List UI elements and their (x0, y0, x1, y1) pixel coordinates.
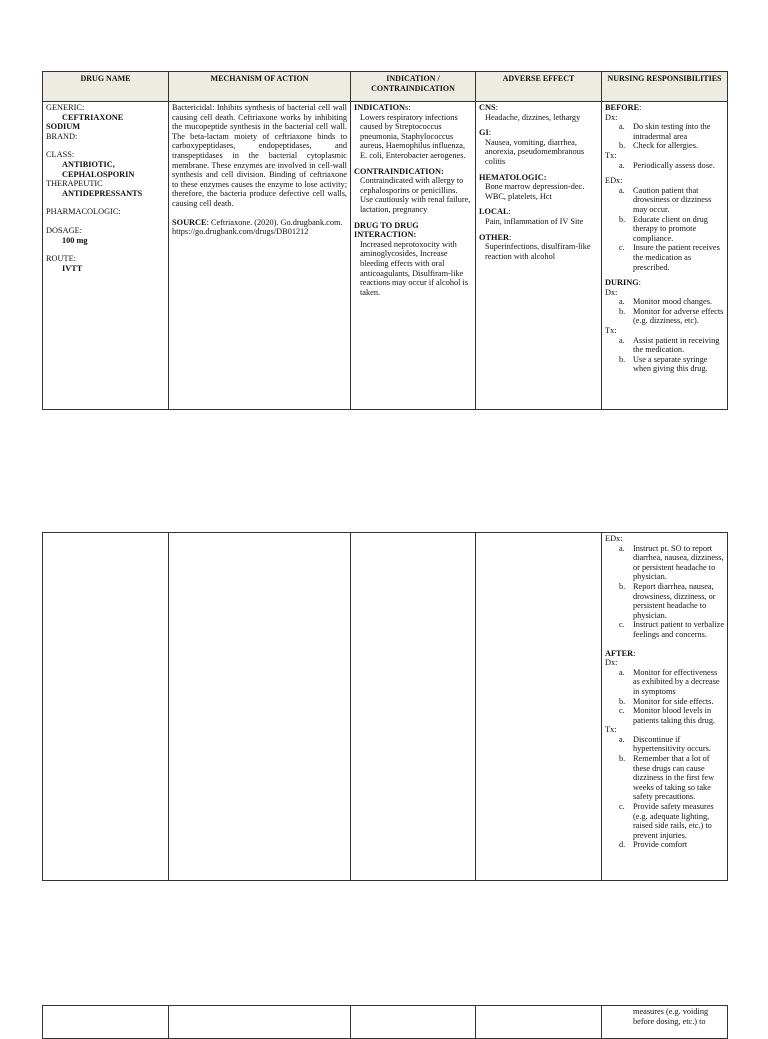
interaction-label-2: INTERACTION: (354, 230, 417, 240)
drug-row (43, 102, 728, 410)
hematologic-label: HEMATOLOGIC: (479, 172, 547, 182)
after-tx-list (605, 735, 724, 850)
cns-text: Headache, dizzines, lethargy (485, 112, 581, 122)
class-value: ANTIBIOTIC, (62, 159, 115, 169)
before-dx-list (605, 122, 724, 151)
header-nursing: NURSING RESPONSIBILITIES (602, 72, 728, 102)
list-item: b. Monitor for adverse effects (e.g. dizziness, etc). (619, 306, 724, 326)
drug-study-table-page-3 (42, 1005, 728, 1039)
local-text: Pain, inflammation of IV Site (485, 216, 584, 226)
nursing-cell-continued (602, 533, 728, 881)
indication-suffix: s: (405, 103, 411, 112)
empty-cell (169, 1006, 351, 1039)
other-heading: OTHER: (479, 232, 512, 242)
list-item: b. Check for allergies. (619, 141, 699, 151)
pharmacologic-label: PHARMACOLOGIC: (46, 207, 121, 217)
list-item: c. Provide safety measures (e.g. adequate lighting, raised side rails, etc.) to prevent injuries. (619, 802, 714, 840)
other-label: OTHER (479, 232, 509, 242)
dosage-label: DOSAGE: (46, 225, 82, 235)
continuation-row (43, 1006, 728, 1039)
list-item: a. Assist patient in receiving the medication. (619, 335, 720, 355)
indication-cell (351, 102, 476, 410)
generic-label: GENERIC: (46, 103, 85, 112)
source-label: SOURCE (172, 217, 207, 227)
nursing-cell-continued (602, 1006, 728, 1039)
list-item: a. Monitor for effectiveness as exhibited by a decrease in symptoms (619, 667, 720, 696)
empty-cell (43, 533, 169, 881)
list-item: c. Instruct patient to verbalize feelings and concerns. (619, 620, 724, 639)
list-item: b. Educate client on drug therapy to promote compliance. (619, 214, 708, 243)
gi-text: Nausea, vomiting, diarrhea, anorexia, pseudomembranous colitis (485, 137, 585, 166)
drug-study-table-page-2 (42, 532, 728, 881)
during-label: DURING (605, 278, 639, 288)
mechanism-cell (169, 102, 351, 410)
empty-cell (476, 533, 602, 881)
before-edx-label: EDx: (605, 176, 623, 186)
continued-text-2: before dosing, etc.) to (633, 1016, 706, 1026)
contraindication-text: Contraindicated with allergy to cephalosporins or penicillins. Use cautiously with renal failure, lactation, pregnancy (360, 176, 471, 214)
list-item: b. Remember that a lot of these drugs can cause dizziness in the first few weeks of taking so take safety precautions. (619, 754, 715, 802)
during-tx-label: Tx: (605, 326, 617, 336)
after-heading: AFTER: (605, 648, 636, 658)
therapeutic-value: ANTIDEPRESSANTS (62, 188, 143, 198)
after-label: AFTER (605, 648, 634, 658)
after-tx-label: Tx: (605, 725, 617, 735)
during-heading: DURING: (605, 278, 641, 288)
local-heading: LOCAL: (479, 207, 511, 217)
class-label: CLASS: (46, 150, 75, 160)
source-text: : Ceftriaxone. (2020). Go.drugbank.com. https://go.drugbank.com/drugs/DB01212 (172, 217, 343, 237)
list-item: b. Monitor for side effects. (619, 696, 714, 706)
empty-cell (351, 533, 476, 881)
route-value: IVTT (62, 263, 83, 273)
list-item: b. Use a separate syringe when giving this drug. (619, 354, 708, 374)
empty-cell (351, 1006, 476, 1039)
edx-label: EDx: (605, 534, 623, 543)
brand-label: BRAND: (46, 131, 78, 141)
drug-name-cell (43, 102, 169, 410)
interaction-text: Increased neprotoxocity with aminoglycosides, Increase bleeding effects with oral anticoagulants, Disulfiram-like reactions may occur if alcohol is taken. (360, 239, 469, 297)
header-mechanism: MECHANISM OF ACTION (169, 72, 351, 102)
gi-heading: GI: (479, 128, 491, 138)
list-item: a. Instruct pt. SO to report diarrhea, nausea, dizziness, or persistent headache to physician. (619, 543, 724, 582)
generic-value-2: SODIUM (46, 122, 81, 132)
header-row (43, 72, 728, 102)
continued-text: measures (e.g. voiding (633, 1007, 709, 1016)
cns-heading: CNS: (479, 103, 498, 112)
cns-label: CNS (479, 103, 496, 112)
during-dx-list (605, 297, 724, 326)
list-item: a. Do skin testing into the intradermal area (619, 122, 711, 141)
header-adverse-effect: ADVERSE EFFECT (476, 72, 602, 102)
interaction-label: DRUG TO DRUG (354, 220, 419, 230)
local-label: LOCAL (479, 207, 509, 217)
therapeutic-label: THERAPEUTIC (46, 179, 103, 189)
after-dx-label: Dx: (605, 658, 618, 668)
before-label: BEFORE (605, 103, 640, 112)
indication-label: INDICATION (354, 103, 406, 112)
list-item: a. Periodically assess dose. (619, 160, 715, 170)
during-tx-list (605, 336, 724, 374)
nursing-cell (602, 102, 728, 410)
gi-label: GI (479, 128, 489, 138)
before-edx-list (605, 186, 724, 272)
edx-list (605, 544, 724, 640)
before-tx-label: Tx: (605, 150, 617, 160)
list-item: b. Report diarrhea, nausea, drowsiness, dizziness, or persistent headache to physician. (619, 581, 716, 620)
header-drug-name: DRUG NAME (43, 72, 169, 102)
continuation-row (43, 533, 728, 881)
indication-text: Lowers respiratory infections caused by Streptococcus pneumonia, Staphylococcus aureus, Haemophilus influenza, E. coli, Enterobacter aerogenes. (360, 112, 466, 160)
list-item: a. Caution patient that drowsiness or dizziness may occur. (619, 185, 712, 214)
before-dx-label: Dx: (605, 112, 618, 122)
other-text: Superinfections, disulfiram-like reaction with alcohol (485, 242, 591, 261)
empty-cell (476, 1006, 602, 1039)
drug-study-table-page-1 (42, 71, 728, 410)
adverse-effect-cell (476, 102, 602, 410)
hematologic-text: Bone marrow depression-dec. WBC, platelets, Hct (485, 182, 585, 201)
list-item: c. Monitor blood levels in patients taking this drug. (619, 706, 716, 725)
empty-cell (169, 533, 351, 881)
indication-heading (354, 103, 472, 113)
list-item: d. Provide comfort (619, 840, 688, 850)
before-tx-list (605, 161, 724, 171)
list-item: a. Monitor mood changes. (619, 297, 713, 307)
before-heading: BEFORE: (605, 103, 642, 112)
mechanism-text: Bactericidal: Inhibits synthesis of bacterial cell wall causing cell death. Ceftriaxone works by inhibiting the mucopeptide synthesis in the bacterial cell wall. The beta-lactam moiety of ceftriaxone binds to carboxypeptidases, endopeptidases, and transpeptidases in the bacterial cytoplasmic membrane. These enzymes are involved in cell-wall synthesis and cell division. Binding of ceftriaxone to these enzymes causes the enzyme to lose activity; therefore, the bacteria produce defective cell walls, causing cell death. (172, 103, 347, 208)
dosage-value: 100 mg (62, 235, 88, 245)
generic-value: CEFTRIAXONE (62, 112, 124, 122)
list-item: a. Discontinue if hypertensitivity occurs. (619, 734, 711, 754)
contraindication-label: CONTRAINDICATION: (354, 166, 444, 176)
during-dx-label: Dx: (605, 287, 618, 297)
class-value-2: CEPHALOSPORIN (62, 169, 135, 179)
header-indication: INDICATION / CONTRAINDICATION (351, 72, 476, 102)
source-citation (172, 218, 347, 237)
list-item: c. Insure the patient receives the medication as prescribed. (619, 243, 720, 272)
route-label: ROUTE: (46, 254, 76, 264)
empty-cell (43, 1006, 169, 1039)
after-dx-list (605, 668, 724, 726)
